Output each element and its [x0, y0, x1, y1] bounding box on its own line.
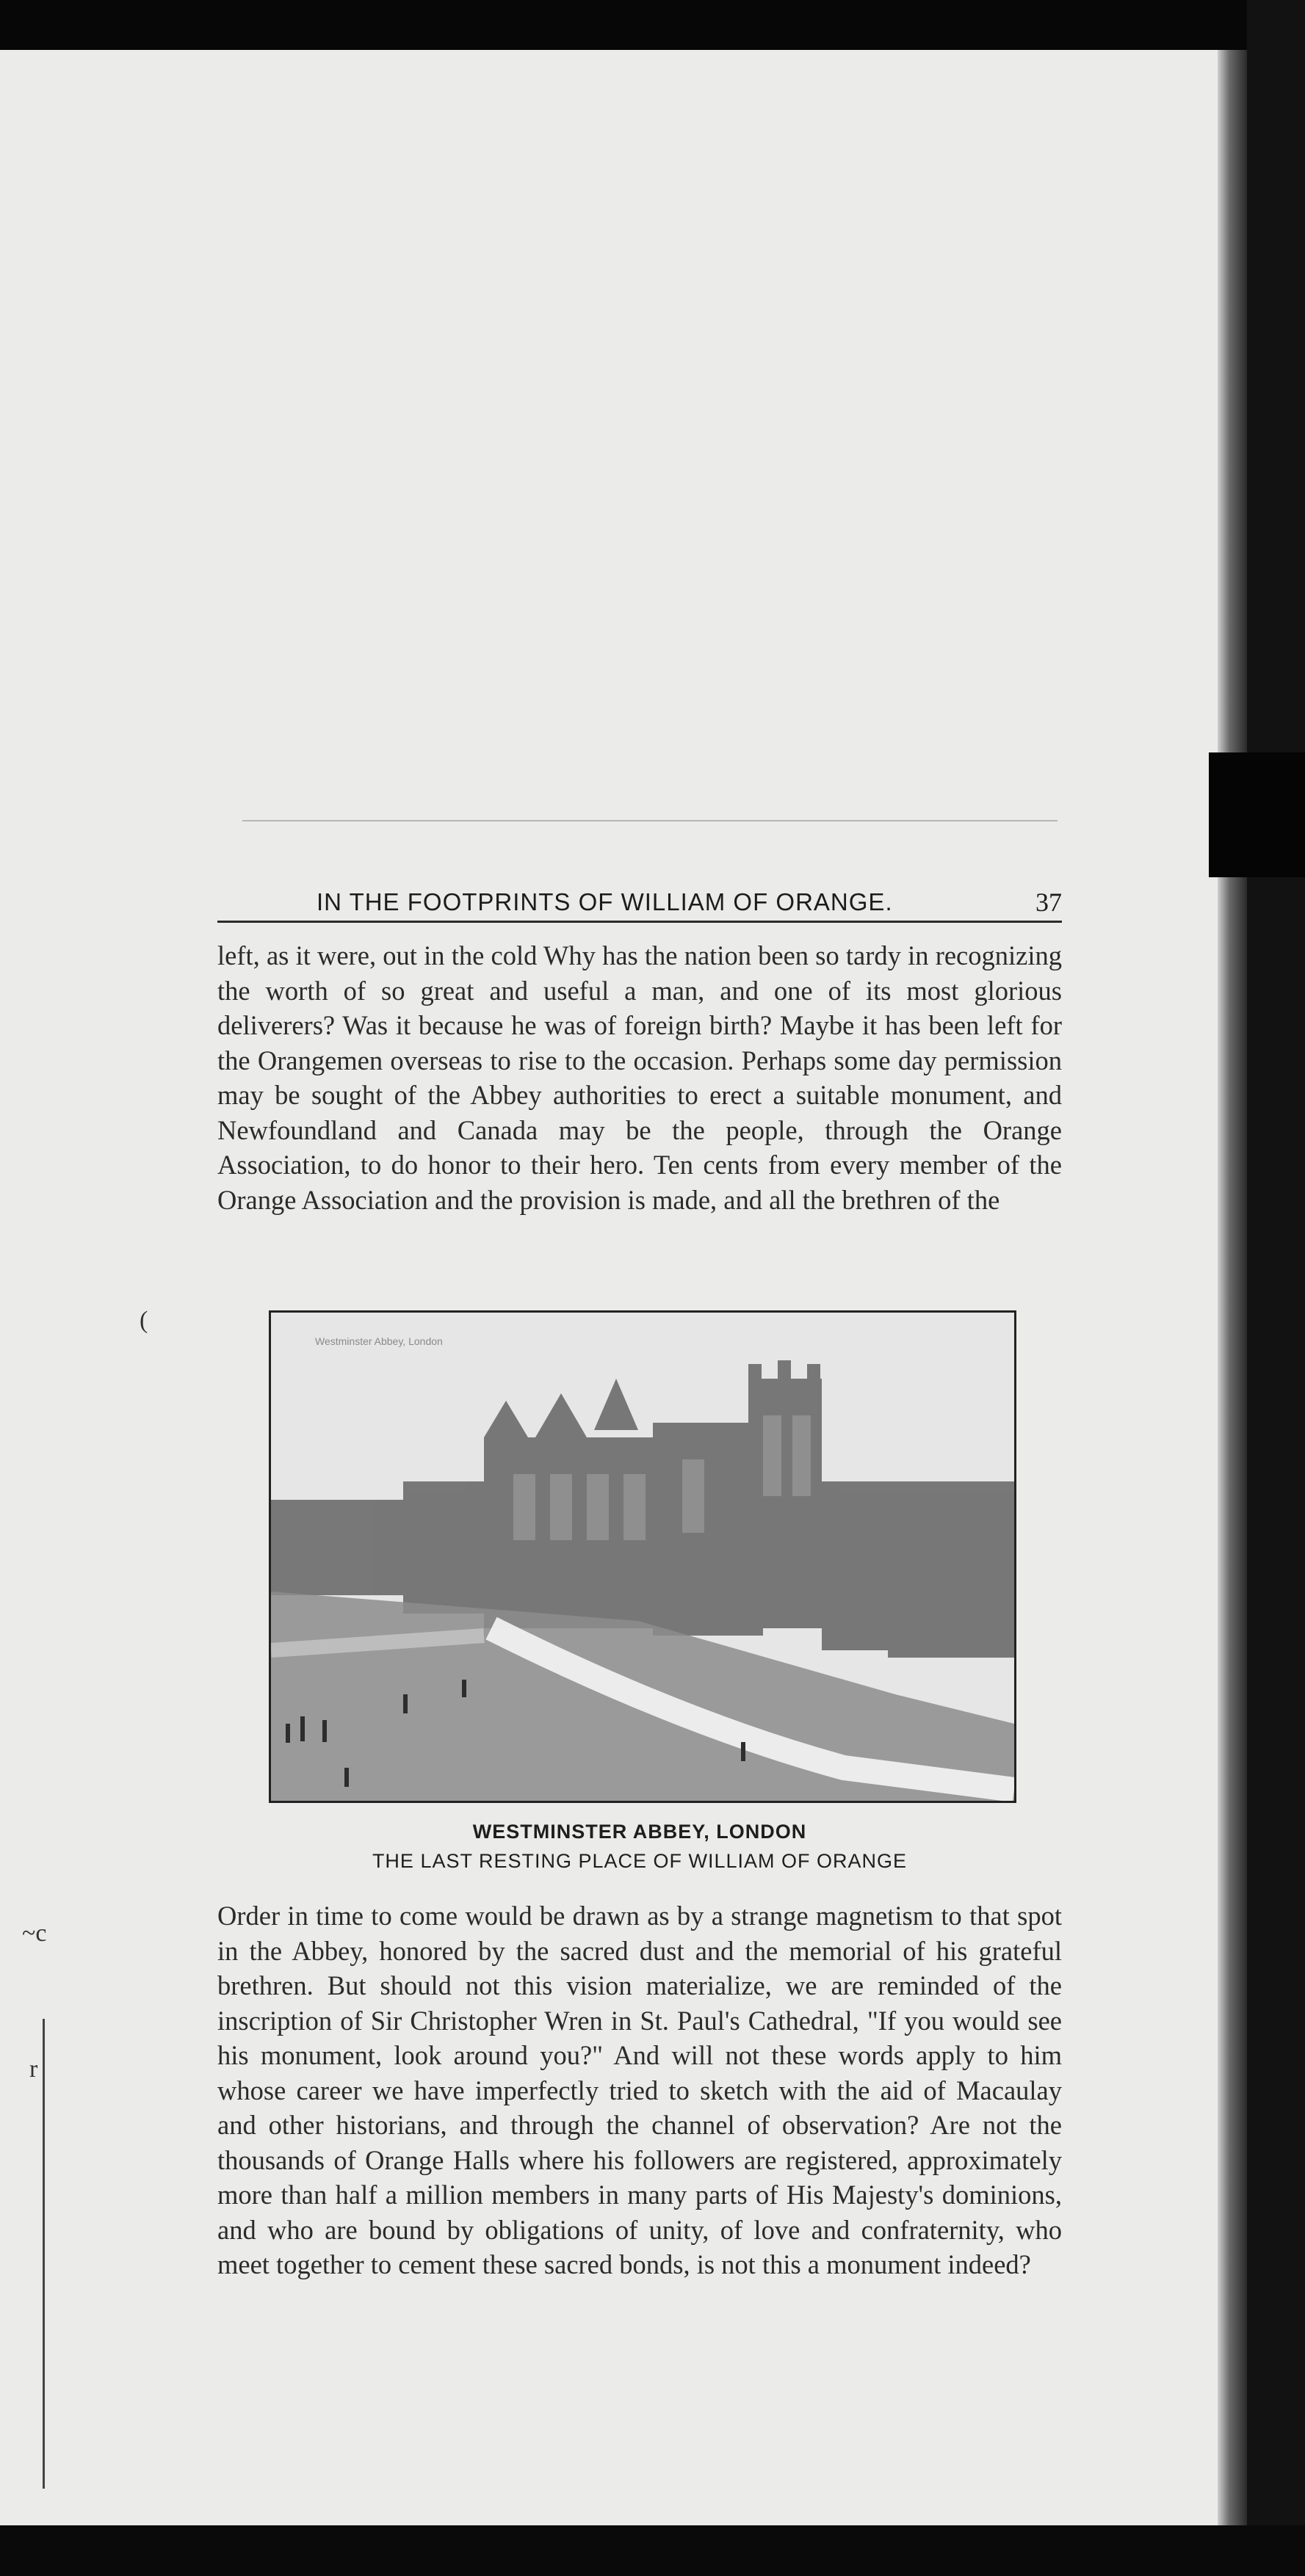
scan-bottom-border	[0, 2525, 1305, 2576]
scan-top-border	[0, 0, 1305, 51]
scan-right-border	[1247, 0, 1305, 2576]
body-paragraph-2: Order in time to come would be drawn as by a strange magnetism to that spot in the Abbey, honored by the sacred dust and the memorial of his grateful brethren. But should not this vision materialize, we are reminded of the inscription of Sir Christopher Wren in St. Paul's Cathedral, "If you would see his monument, look around you?" And will not these words apply to him whose career we have imperfectly tried to sketch with the aid of Macaulay and other historians, and through the channel of observation? Are not the thousands of Orange Halls where his followers are registered, approximately more than half a million members in many parts of His Majesty's dominions, and who are bound by obligations of unity, of love and confraternity, who meet together to cement these sacred bonds, is not this a monument indeed?	[217, 1901, 1062, 2279]
figure-caption-title: WESTMINSTER ABBEY, LONDON	[472, 1821, 807, 1843]
scan-clip-shadow	[1209, 752, 1305, 877]
inset-label: Westminster Abbey, London	[315, 1335, 443, 1347]
abbey-engraving	[271, 1313, 1014, 1801]
margin-pencil-line	[43, 2019, 45, 2489]
running-title: IN THE FOOTPRINTS OF WILLIAM OF ORANGE.	[317, 888, 893, 915]
page-edge-shadow	[1218, 50, 1247, 2531]
page-number: 37	[1035, 888, 1062, 917]
margin-mark-3: r	[29, 2056, 38, 2083]
body-paragraph-1: left, as it were, out in the cold Why has the nation been so tardy in recognizing the worth of so great and useful a man, and one of its most glorious deliverers? Was it because he was of foreign birth? Maybe it has been left for the Orangemen overseas to rise to the occasion. Perhaps some day permission may be sought of the Abbey authorities to erect a suitable monument, and Newfoundland and Canada may be the people, through the Orange Association, to do honor to their hero. Ten cents from every member of the Orange Association and the provision is made, and all the brethren of the	[217, 940, 1062, 1215]
westminster-abbey-illustration	[269, 1310, 1016, 1803]
margin-mark-1: (	[140, 1307, 148, 1334]
figure-caption-subtitle: THE LAST RESTING PLACE OF WILLIAM OF ORANGE	[372, 1850, 908, 1872]
page-header	[217, 881, 1062, 923]
page-fold-line	[242, 820, 1058, 821]
margin-mark-2: ~c	[22, 1920, 47, 1947]
